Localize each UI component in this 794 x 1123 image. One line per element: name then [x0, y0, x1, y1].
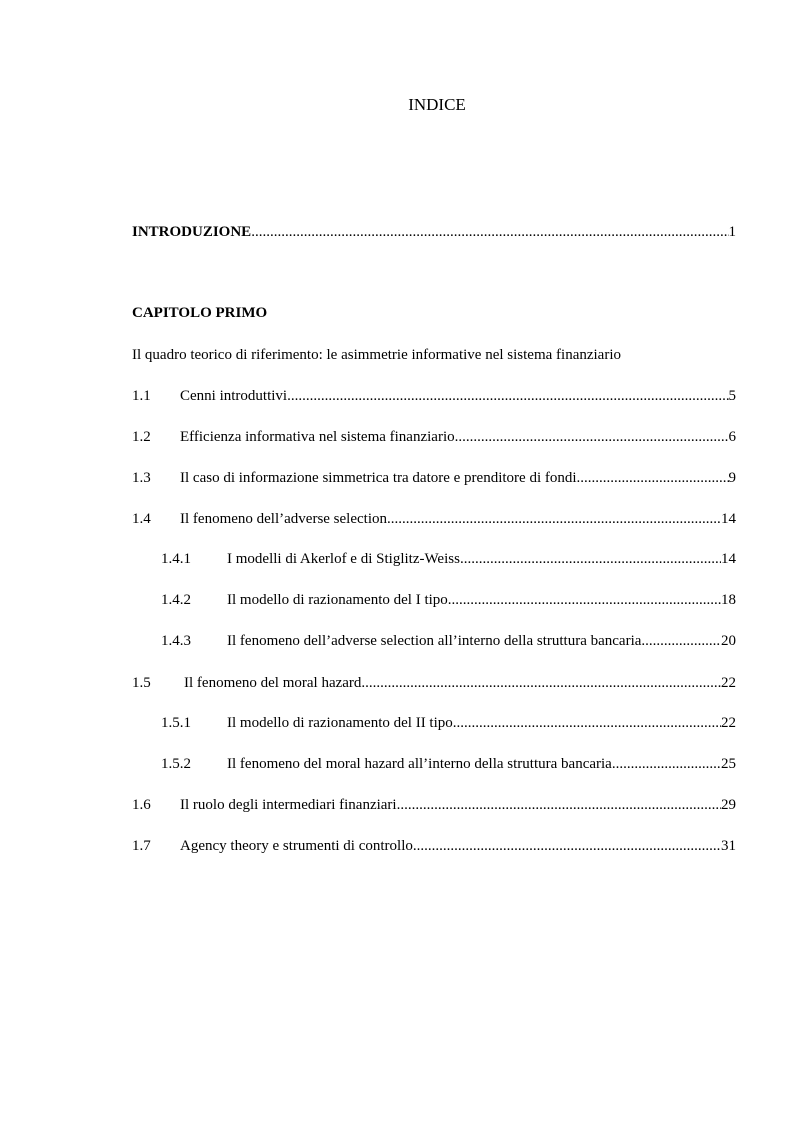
dot-leader — [361, 673, 721, 693]
toc-entry-text: Il modello di razionamento del II tipo — [227, 715, 453, 731]
toc-entry-number: 1.5.2 — [161, 756, 191, 772]
toc-entry-number: 1.4.1 — [161, 551, 191, 567]
toc-subentry — [161, 590, 736, 610]
toc-entry-number: 1.2 — [132, 429, 151, 445]
toc-entry-text: Cenni introduttivi — [180, 388, 288, 404]
toc-entry-text: I modelli di Akerlof e di Stiglitz-Weiss — [227, 551, 460, 567]
toc-entry-number: 1.3 — [132, 470, 151, 486]
chapter-heading: CAPITOLO PRIMO — [132, 305, 268, 321]
dot-leader — [577, 468, 729, 488]
toc-entry-number: 1.7 — [132, 838, 151, 854]
toc-page-number: 14 — [721, 551, 736, 567]
toc-page-number: 22 — [721, 675, 736, 691]
toc-entry-text: Il fenomeno dell’adverse selection — [180, 511, 387, 527]
toc-entry-number: 1.6 — [132, 797, 151, 813]
toc-entry-number: 1.1 — [132, 388, 151, 404]
toc-entry-text: Agency theory e strumenti di controllo — [180, 838, 413, 854]
dot-leader — [287, 386, 728, 406]
toc-entry — [132, 386, 736, 406]
dot-leader — [397, 795, 721, 815]
toc-page-number: 5 — [728, 388, 736, 404]
toc-page-number: 18 — [721, 592, 736, 608]
toc-entry-text: Efficienza informativa nel sistema finanziario — [180, 429, 455, 445]
dot-leader — [251, 222, 728, 242]
dot-leader — [453, 713, 721, 733]
toc-entry — [132, 468, 736, 488]
toc-entry — [132, 836, 736, 856]
toc-entry-introduction — [132, 222, 736, 242]
chapter-subtitle: Il quadro teorico di riferimento: le asimmetrie informative nel sistema finanziario — [132, 347, 621, 363]
toc-entry-text: INTRODUZIONE — [132, 224, 252, 240]
toc-entry-number: 1.5.1 — [161, 715, 191, 731]
toc-subentry — [161, 754, 736, 774]
toc-page-number: 6 — [728, 429, 736, 445]
toc-entry-text: Il fenomeno dell’adverse selection all’interno della struttura bancaria — [227, 633, 642, 649]
toc-subentry — [161, 713, 736, 733]
toc-subentry — [161, 549, 736, 569]
toc-page-number: 20 — [721, 633, 736, 649]
toc-page-number: 25 — [721, 756, 736, 772]
toc-entry-number: 1.5 — [132, 675, 151, 691]
toc-entry-number: 1.4 — [132, 511, 151, 527]
toc-page-number: 22 — [721, 715, 736, 731]
toc-entry — [132, 795, 736, 815]
toc-entry — [132, 427, 736, 447]
toc-page-number: 9 — [728, 470, 736, 486]
dot-leader — [612, 754, 721, 774]
toc-page-number: 29 — [721, 797, 736, 813]
toc-entry — [132, 673, 736, 693]
toc-page-number: 31 — [721, 838, 736, 854]
dot-leader — [387, 509, 721, 529]
toc-entry-text: Il fenomeno del moral hazard all’interno della struttura bancaria — [227, 756, 612, 772]
page-title: INDICE — [408, 95, 466, 114]
toc-entry-text: Il ruolo degli intermediari finanziari — [180, 797, 397, 813]
dot-leader — [460, 549, 721, 569]
toc-entry — [132, 509, 736, 529]
dot-leader — [413, 836, 721, 856]
dot-leader — [641, 631, 721, 651]
toc-page-number: 14 — [721, 511, 736, 527]
toc-entry-text: Il fenomeno del moral hazard — [184, 675, 362, 691]
toc-entry-number: 1.4.3 — [161, 633, 191, 649]
toc-entry-number: 1.4.2 — [161, 592, 191, 608]
toc-entry-text: Il caso di informazione simmetrica tra datore e prenditore di fondi — [180, 470, 577, 486]
dot-leader — [455, 427, 729, 447]
dot-leader — [448, 590, 721, 610]
toc-page-number: 1 — [728, 224, 736, 240]
toc-subentry — [161, 631, 736, 651]
toc-entry-text: Il modello di razionamento del I tipo — [227, 592, 448, 608]
